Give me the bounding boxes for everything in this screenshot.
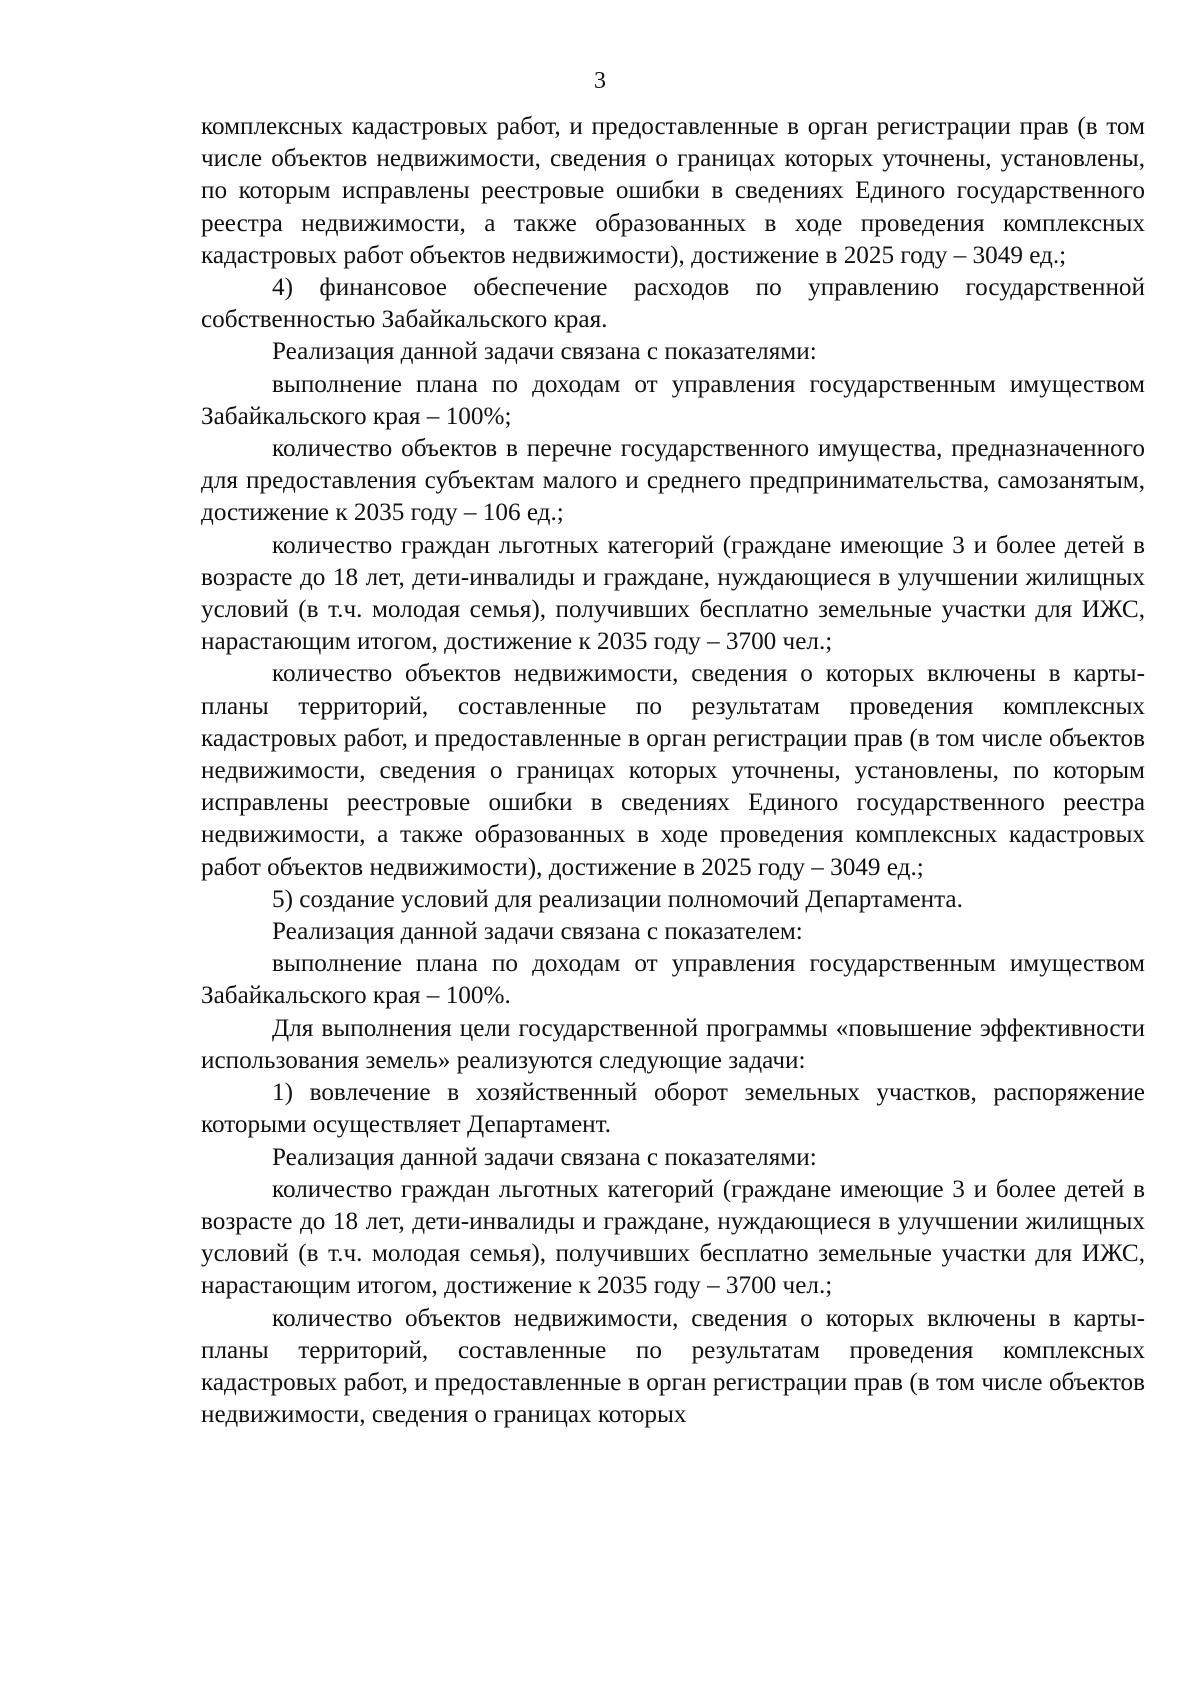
indicators-intro-2: Реализация данной задачи связана с показателями: [272,1143,817,1171]
indicator-revenue-plan: выполнение плана по доходам от управления государственным имуществом Забайкальского края – 100%; [201,370,1145,430]
document-body [201,111,1145,1431]
indicator-property-list: количество объектов в перечне государственного имущества, предназначенного для предоставления субъектам малого и среднего предпринимательства, самозанятым, достижение к 2035 году – 106 ед.; [201,435,1145,527]
indicator-privileged-citizens: количество граждан льготных категорий (граждане имеющие 3 и более детей в возрасте до 18 лет, дети-инвалиды и граждане, нуждающиеся в улучшении жилищных условий (в т.ч. молодая семья), получивших бесплатно земельные участки для ИЖС, нарастающим итогом, достижение к 2035 году – 3700 чел.; [201,531,1145,656]
paragraph-continuation: комплексных кадастровых работ, и предоставленные в орган регистрации прав (в том числе объектов недвижимости, сведения о границах которых уточнены, установлены, по которым исправлены реестровые ошибки в сведениях Единого государственного реестра недвижимости, а также образованных в ходе проведения комплексных кадастровых работ объектов недвижимости), достижение в 2025 году – 3049 ед.; [201,113,1145,269]
indicator-cadastral-objects-2: количество объектов недвижимости, сведения о которых включены в карты-планы территорий, составленные по результатам проведения комплексных кадастровых работ, и предоставленные в орган регистрации прав (в том числе объектов недвижимости, сведения о границах которых [201,1304,1145,1429]
indicator-revenue-plan-2: выполнение плана по доходам от управления государственным имуществом Забайкальского края – 100%. [201,950,1145,1010]
program-goal-intro: Для выполнения цели государственной программы «повышение эффективности использования земель» реализуются следующие задачи: [201,1014,1145,1074]
indicator-cadastral-objects: количество объектов недвижимости, сведения о которых включены в карты-планы территорий, составленные по результатам проведения комплексных кадастровых работ, и предоставленные в орган регистрации прав (в том числе объектов недвижимости, сведения о границах которых уточнены, установлены, по которым исправлены реестровые ошибки в сведениях Единого государственного реестра недвижимости, а также образованных в ходе проведения комплексных кадастровых работ объектов недвижимости), достижение в 2025 году – 3049 ед.; [201,660,1145,881]
indicators-intro: Реализация данной задачи связана с показателями: [272,338,817,366]
land-task-1-heading: 1) вовлечение в хозяйственный оборот земельных участков, распоряжение которыми осуществляет Департамент. [201,1079,1145,1139]
task-5-heading: 5) создание условий для реализации полномочий Департамента. [272,885,963,913]
task-4-heading: 4) финансовое обеспечение расходов по управлению государственной собственностью Забайкальского края. [201,274,1145,334]
page-number: 3 [594,68,606,94]
indicator-intro-single: Реализация данной задачи связана с показателем: [272,918,803,946]
indicator-privileged-citizens-2: количество граждан льготных категорий (граждане имеющие 3 и более детей в возрасте до 18 лет, дети-инвалиды и граждане, нуждающиеся в улучшении жилищных условий (в т.ч. молодая семья), получивших бесплатно земельные участки для ИЖС, нарастающим итогом, достижение к 2035 году – 3700 чел.; [201,1175,1145,1300]
